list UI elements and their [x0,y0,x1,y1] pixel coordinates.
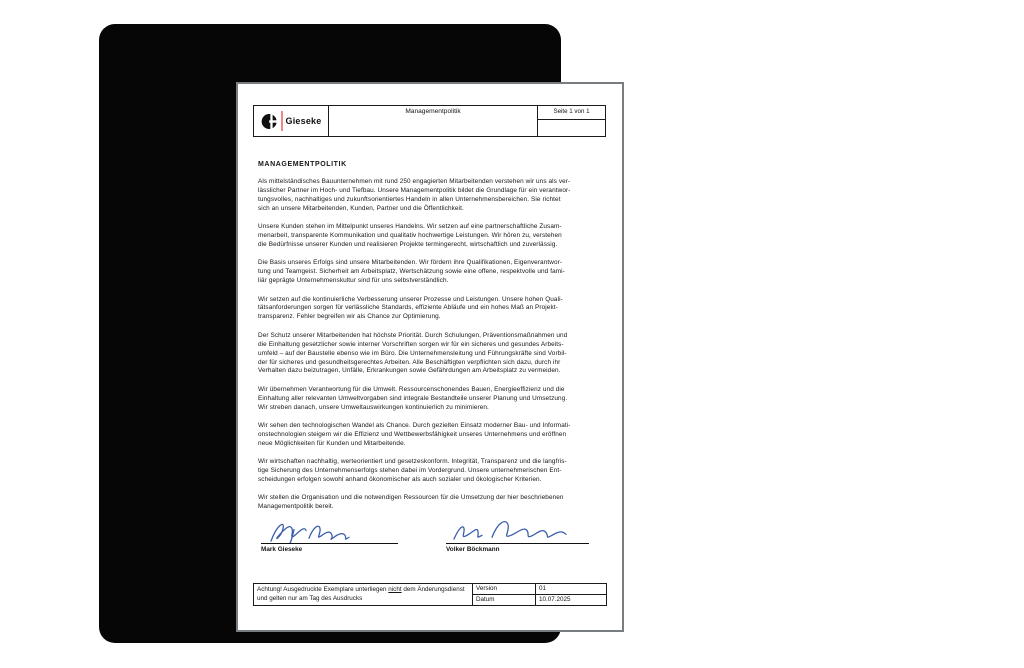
document-page [236,82,624,632]
paragraph-line: Managementpolitik bereit. [258,503,334,511]
paragraph [258,332,608,377]
paragraph [258,458,608,485]
date-value: 10.07.2025 [535,595,606,605]
paragraph [258,259,608,286]
paragraph-line: Unsere Kunden stehen im Mittelpunkt unseres Handelns. Wir setzen auf eine partnerschaftliche Zusam- [258,223,562,231]
notice-text: dem Änderungsdienst [401,586,465,593]
paragraph-line: Der Schutz unserer Mitarbeitenden hat höchste Priorität. Durch Schulungen, Präventionsmaßnahmen und [258,331,568,339]
header-document-title: Managementpolitik [328,106,537,136]
paragraph-line: tungsvolles, nachhaltiges und zukunftsorientiertes Handeln in allen Unternehmensbereichen. Sie richtet [258,195,561,203]
paragraph-line: Wir streben danach, unsere Umweltauswirkungen kontinuierlich zu minimieren. [258,403,489,411]
paragraph-line: menarbeit, transparente Kommunikation und qualitativ hochwertige Leistungen. Wir hören zu, verstehen [258,232,562,240]
signature-scrawl-icon [261,519,398,544]
logo-red-divider [281,111,283,131]
notice-text: Achtung! Ausgedruckte Exemplare unterliegen [257,586,389,593]
paragraph-line: die Einhaltung gesetzlicher sowie interner Vorschriften sorgen wir für ein sicheres und gesundes Arbeits- [258,340,564,348]
paragraph-line: neue Möglichkeiten für Kunden und Mitarbeitende. [258,439,406,447]
table-row [472,594,606,605]
company-logo [254,106,328,136]
paragraph [258,494,608,512]
paragraph-line: Einhaltung aller relevanten Umweltvorgaben sind integrale Bestandteile unserer Planung und Umsetzung. [258,394,568,402]
paragraph-line: onstechnologien steigern wir die Effizienz und Wettbewerbsfähigkeit unseres Unternehmens und eröffnen [258,430,567,438]
paragraph [258,296,608,323]
paragraph-line: tung und Teamgeist. Sicherheit am Arbeitsplatz, Wertschätzung sowie eine offene, respektvolle und fami- [258,268,565,276]
paragraph-line: transparenz. Fehler begreifen wir als Chance zur Optimierung. [258,313,441,321]
paragraph-line: Als mittelständisches Bauunternehmen mit rund 250 engagierten Mitarbeitenden verstehen wir uns als ver- [258,178,571,185]
paragraph [258,178,608,214]
paragraph-line: lässlicher Partner im Hoch- und Tiefbau. Unsere Managementpolitik bildet die Grundlage für ein verantwor- [258,186,571,194]
notice-underlined-word: nicht [388,586,402,593]
document-body [258,161,608,522]
paragraph-line: sich an unsere Mitarbeitenden, Kunden, Partner und die Öffentlichkeit. [258,204,464,212]
paragraph [258,386,608,413]
gieseke-logo-icon [261,113,278,130]
notice-text-line2: und gelten nur am Tag des Ausdrucks [257,595,363,603]
print-notice [254,584,472,605]
page-number: Seite 1 von 1 [538,106,605,120]
document-paragraphs [258,178,608,512]
signer-name: Volker Böckmann [446,546,500,553]
table-row [472,584,606,594]
paragraph-line: scheidungen erfolgen sowohl anhand ökonomischer als auch sozialer und ökologischer Kriterien. [258,476,542,484]
version-value: 01 [535,584,606,594]
signer-name: Mark Gieseke [261,546,303,553]
paragraph-line: Die Basis unseres Erfolgs sind unsere Mitarbeitenden. Wir fördern ihre Qualifikationen, Eigenverantwor- [258,259,563,267]
page-title: MANAGEMENTPOLITIK [258,161,347,168]
paragraph-line: umfeld – auf der Baustelle ebenso wie im Büro. Die Unternehmensleitung und Führungskräfte sind Vorbil- [258,349,567,357]
signature-left [261,519,398,553]
version-label: Version [472,584,535,594]
paragraph-line: Wir wirtschaften nachhaltig, werteorientiert und gesetzeskonform. Integrität, Transparenz und die langfris- [258,458,567,466]
signature-block [258,519,608,561]
document-footer-table [253,583,607,606]
paragraph-line: der für sicheres und gesundheitsgerechtes Arbeiten. Alle Beschäftigten verpflichten sich dazu, durch ihr [258,358,561,366]
paragraph-line: die Bedürfnisse unserer Kunden und realisieren Projekte termingerecht, wirtschaftlich und zuverlässig. [258,240,558,248]
paragraph-line: Verhalten dazu beizutragen, Unfälle, Erkrankungen sowie Gefährdungen am Arbeitsplatz zu vermeiden. [258,367,561,375]
paragraph-line: tätsanforderungen sorgen für verlässliche Standards, effiziente Abläufe und ein hohes Maß an Projekt- [258,304,558,312]
header-page-cell [537,106,605,136]
paragraph [258,422,608,449]
document-viewer-frame [99,24,590,643]
paragraph-line: Wir übernehmen Verantwortung für die Umwelt. Ressourcenschonendes Bauen, Energieeffizienz und die [258,385,565,393]
company-name: Gieseke [285,116,322,126]
signature-right [446,519,589,553]
document-header-table [253,105,606,137]
date-label: Datum [472,595,535,605]
paragraph [258,223,608,250]
header-empty-cell [538,120,605,136]
signature-scrawl-icon [446,519,589,544]
paragraph-line: tige Sicherung des Unternehmenserfolgs stehen dabei im Vordergrund. Unsere unternehmerischen Ent- [258,467,562,475]
paragraph-line: Wir stellen die Organisation und die notwendigen Ressourcen für die Umsetzung der hier beschriebenen [258,494,564,502]
paragraph-line: Wir sehen den technologischen Wandel als Chance. Durch gezielten Einsatz moderner Bau- und Informati- [258,422,571,430]
version-date-table [472,584,606,605]
paragraph-line: liär geprägte Unternehmenskultur sind für uns selbstverständlich. [258,277,449,285]
paragraph-line: Wir setzen auf die kontinuierliche Verbesserung unserer Prozesse und Leistungen. Unsere hohen Quali- [258,295,563,303]
